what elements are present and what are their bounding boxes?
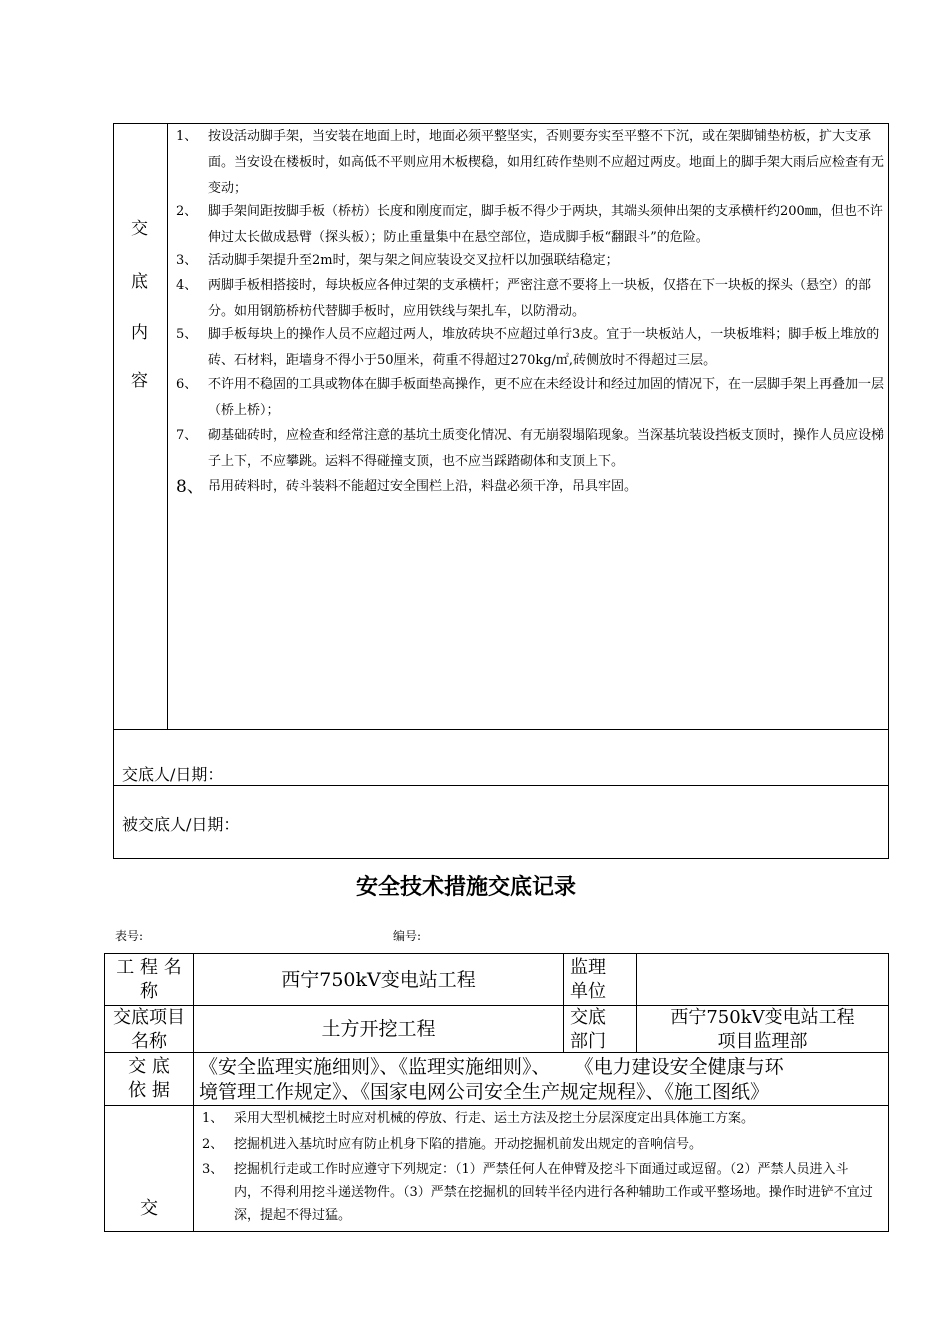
label-char: 内	[131, 323, 148, 343]
item-text: 采用大型机械挖土时应对机械的停放、行走、运土方法及挖土分层深度定出具体施工方案。	[234, 1111, 755, 1126]
content-label: 交	[140, 1198, 158, 1219]
item-text: 挖掘机进入基坑时应有防止机身下陷的措施。开动挖掘机前发出规定的音响信号。	[234, 1137, 703, 1152]
item-text: 吊用砖料时，砖斗装料不能超过安全围栏上沿，料盘必须干净，吊具牢固。	[208, 479, 638, 494]
label-char: 容	[131, 371, 148, 391]
item-text: 不许用不稳固的工具或物体在脚手板面垫高操作，更不应在未经设计和经过加固的情况下，在一层脚手架上再叠加一层（桥上桥）；	[208, 377, 885, 418]
item-number: 8、	[176, 477, 204, 497]
item-text: 脚手架间距按脚手板（桥枋）长度和刚度而定，脚手板不得少于两块，其端头须伸出架的支承横杆约200㎜，但也不许伸过太长做成悬臂（探头板）；防止重量集中在悬空部位，造成脚手板“翻跟斗”的危险。	[208, 204, 883, 245]
item-number: 1、	[202, 1111, 224, 1126]
basis-label: 交 底 依 据	[128, 1056, 170, 1101]
content-table-row-line	[113, 729, 889, 730]
item-number: 2、	[202, 1137, 224, 1152]
item-text: 砌基础砖时，应检查和经常注意的基坑土质变化情况、有无崩裂塌陷现象。当深基坑装设挡板支顶时，操作人员应设梯子上下，不应攀跳。运料不得碰撞支顶，也不应当踩踏砌体和支顶上下。	[208, 428, 885, 469]
item-text: 挖掘机行走或工作时应遵守下列规定：（1）严禁任何人在伸臂及挖斗下面通过或逗留。（2）严禁人员进入斗内，不得利用挖斗递送物件。（3）严禁在挖掘机的回转半径内进行各种辅助工作或平整场地。操作时进铲不宜过深，提起不得过猛。	[234, 1162, 873, 1223]
dept-value: 西宁750kV变电站工程 项目监理部	[670, 1007, 855, 1052]
item-number: 6、	[176, 377, 198, 392]
label-char: 底	[131, 272, 148, 292]
item-number: 2、	[176, 204, 198, 219]
item-number: 5、	[176, 327, 198, 342]
item-text: 按设活动脚手架，当安装在地面上时，地面必须平整坚实，否则要夯实至平整不下沉，或在架脚铺垫枋板，扩大支承面。当安设在楼板时，如高低不平则应用木板楔稳，如用红砖作垫则不应超过两皮。地面上的脚手架大雨后应检查有无变动；	[208, 129, 885, 196]
item-text: 脚手板每块上的操作人员不应超过两人，堆放砖块不应超过单行3皮。宜于一块板站人，一块板堆料；脚手板上堆放的砖、石材料，距墙身不得小于50厘米，荷重不得超过270kg/㎡,砖侧放时不得超过三层。	[208, 327, 880, 368]
item-number: 1、	[176, 129, 198, 144]
project-name-value: 西宁750kV变电站工程	[281, 969, 476, 991]
item-name-label: 交底项目 名称	[113, 1007, 185, 1052]
content-table-row-line	[113, 785, 889, 786]
handover-by-label: 交底人/日期：	[122, 765, 224, 784]
label-char: 交	[131, 219, 148, 239]
dept-label: 交底 部门	[570, 1007, 606, 1052]
item-text: 活动脚手架提升至2m时，架与架之间应装设交叉拉杆以加强联结稳定；	[208, 253, 619, 268]
item-number: 3、	[202, 1162, 224, 1177]
item-number: 3、	[176, 253, 198, 268]
item-text: 两脚手板相搭接时，每块板应各伸过架的支承横杆；严密注意不要将上一块板，仅搭在下一块板的探头（悬空）的部分。如用钢筋桥枋代替脚手板时，应用铁线与架扎车，以防滑动。	[208, 278, 872, 319]
item-number: 7、	[176, 428, 198, 443]
serial-no-label: 编号:	[393, 929, 422, 943]
content-table-divider	[167, 123, 168, 730]
item-number: 4、	[176, 278, 198, 293]
form-col-line	[193, 953, 194, 1232]
basis-value-line2: 境管理工作规定》、《国家电网公司安全生产规定规程》、《施工图纸》	[199, 1081, 770, 1103]
item-name-value: 土方开挖工程	[321, 1018, 436, 1040]
page-title: 安全技术措施交底记录	[356, 875, 577, 900]
project-name-label: 工 程 名 称	[116, 957, 182, 1002]
basis-value-line1: 《安全监理实施细则》、《监理实施细则》、 《电力建设安全健康与环	[199, 1056, 784, 1078]
form-row-line	[104, 1105, 889, 1106]
supervision-unit-label: 监理 单位	[570, 957, 606, 1002]
received-by-label: 被交底人/日期：	[122, 815, 240, 834]
table-no-label: 表号:	[115, 929, 144, 943]
